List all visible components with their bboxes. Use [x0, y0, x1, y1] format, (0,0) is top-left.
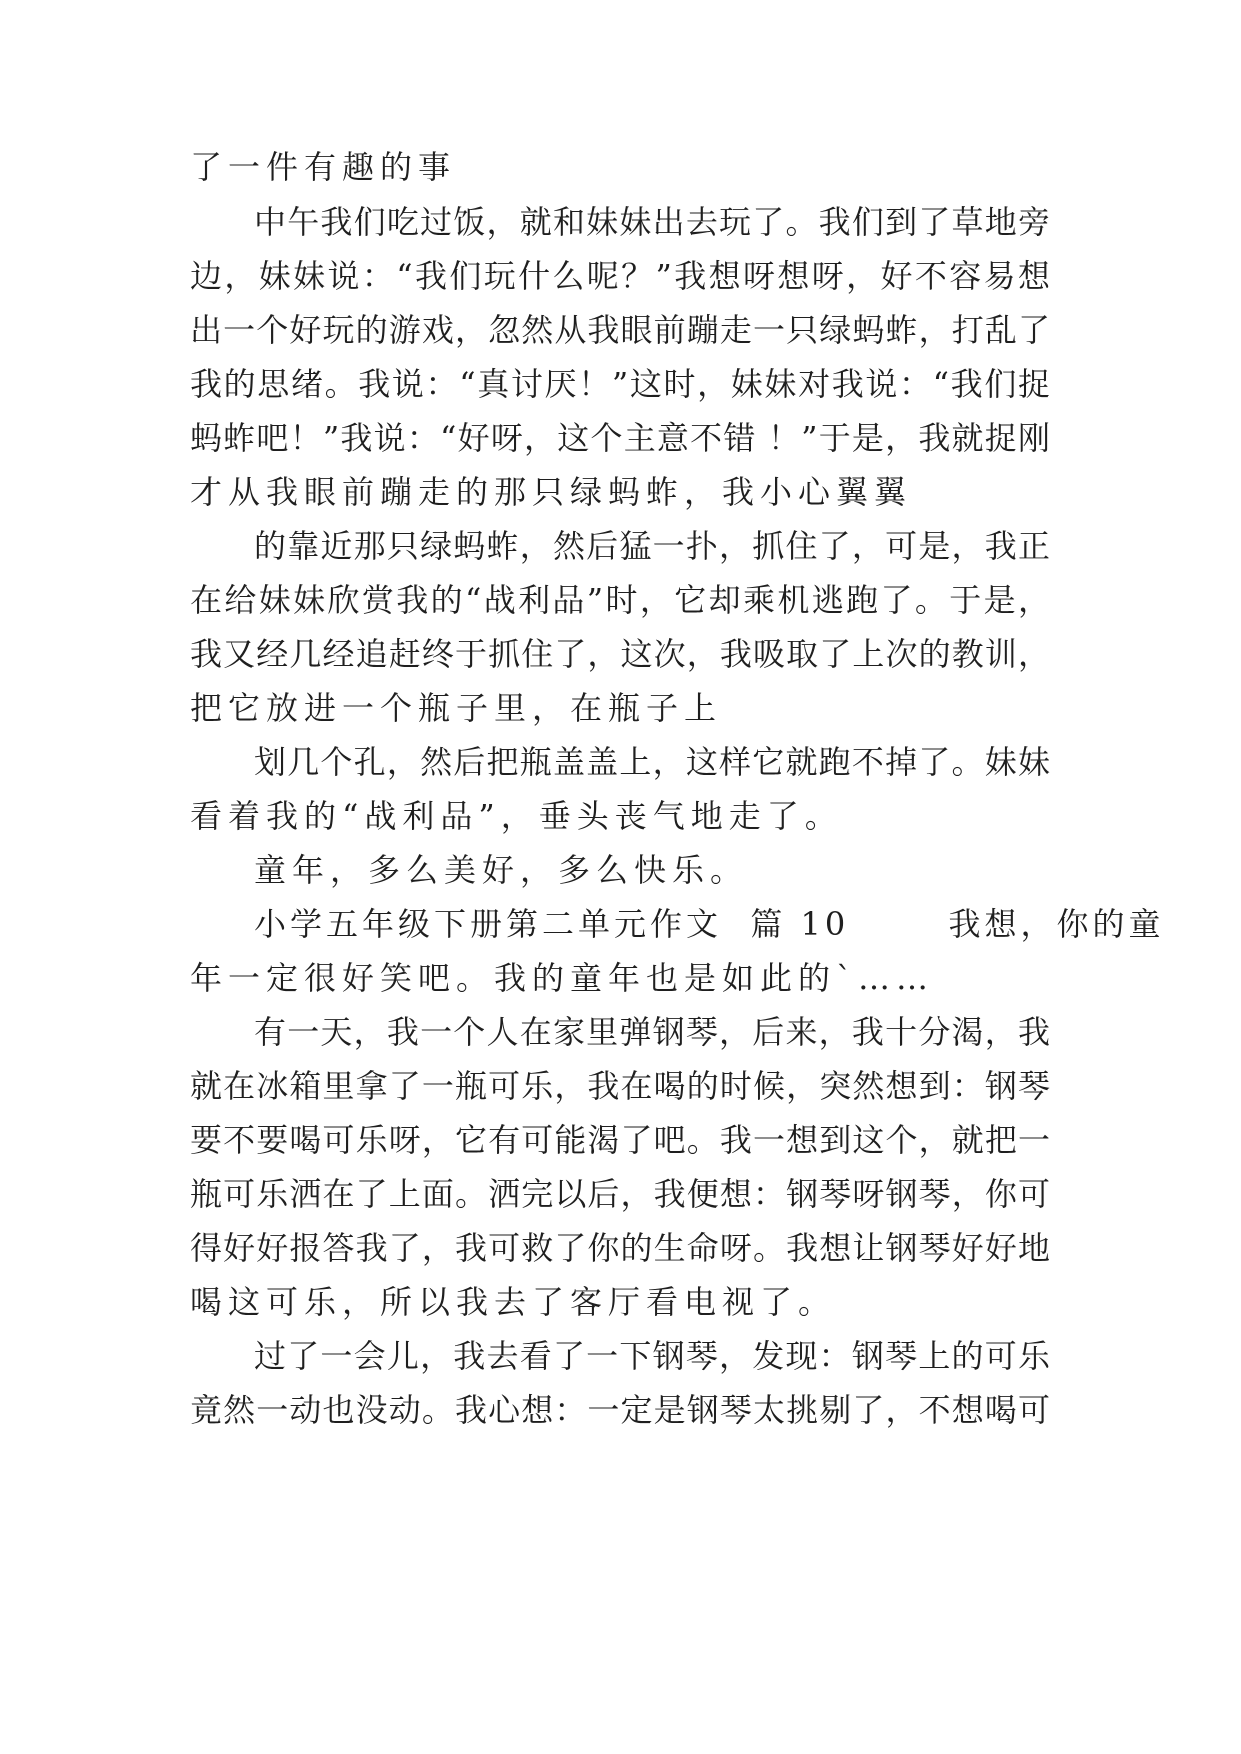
text-line: 边，妹妹说：“我们玩什么呢？”我想呀想呀，好不容易想	[190, 257, 1050, 295]
text-line: 瓶可乐洒在了上面。洒完以后，我便想：钢琴呀钢琴，你可	[190, 1175, 1050, 1213]
paragraph-start-line: 划几个孔，然后把瓶盖盖上，这样它就跑不掉了。妹妹	[254, 743, 1050, 781]
text-line: 才从我眼前蹦走的那只绿蚂蚱，我小心翼翼	[190, 473, 913, 511]
text-line: 蚂蚱吧！”我说：“好呀，这个主意不错 ！”于是，我就捉刚	[190, 419, 1050, 457]
text-line: 把它放进一个瓶子里，在瓶子上	[190, 689, 723, 727]
text-line: 我又经几经追赶终于抓住了，这次，我吸取了上次的教训，	[190, 635, 1050, 673]
paragraph-start-line: 的靠近那只绿蚂蚱，然后猛一扑，抓住了，可是，我正	[254, 527, 1050, 565]
paragraph-start-line: 童年，多么美好，多么快乐。	[254, 851, 749, 889]
text-line: 在给妹妹欣赏我的“战利品”时，它却乘机逃跑了。于是，	[190, 581, 1050, 619]
text-line: 得好好报答我了，我可救了你的生命呀。我想让钢琴好好地	[190, 1229, 1050, 1267]
paragraph-start-line: 有一天，我一个人在家里弹钢琴，后来，我十分渴，我	[254, 1013, 1050, 1051]
text-line: 了一件有趣的事	[190, 148, 457, 186]
text-line: 我的思绪。我说：“真讨厌！”这时，妹妹对我说：“我们捉	[190, 365, 1050, 403]
paragraph-start-line: 中午我们吃过饭，就和妹妹出去玩了。我们到了草地旁	[254, 203, 1050, 241]
text-line: 年一定很好笑吧。我的童年也是如此的`……	[190, 959, 935, 997]
text-line: 要不要喝可乐呀，它有可能渴了吧。我一想到这个，就把一	[190, 1121, 1050, 1159]
text-line: 喝这可乐，所以我去了客厅看电视了。	[190, 1283, 837, 1321]
text-line: 看着我的“战利品”，垂头丧气地走了。	[190, 797, 843, 835]
text-line: 就在冰箱里拿了一瓶可乐，我在喝的时候，突然想到：钢琴	[190, 1067, 1050, 1105]
text-line: 出一个好玩的游戏，忽然从我眼前蹦走一只绿蚂蚱，打乱了	[190, 311, 1050, 349]
paragraph-start-line: 过了一会儿，我去看了一下钢琴，发现：钢琴上的可乐	[254, 1337, 1050, 1375]
text-line: 竟然一动也没动。我心想：一定是钢琴太挑剔了，不想喝可	[190, 1391, 1050, 1429]
section-heading-line: 小学五年级下册第二单元作文 篇 10 我想，你的童	[254, 905, 1165, 943]
